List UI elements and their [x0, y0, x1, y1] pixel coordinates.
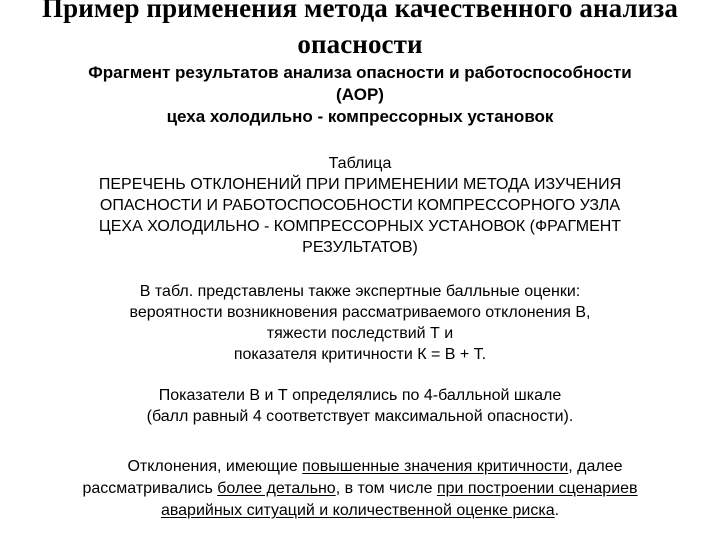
paragraph-line: показателя критичности К = В + Т. [233, 346, 487, 363]
underlined-text: более детально [217, 480, 336, 497]
table-title-line: ПЕРЕЧЕНЬ ОТКЛОНЕНИЙ ПРИ ПРИМЕНЕНИИ МЕТОДА ИЗУЧЕНИЯ [98, 176, 622, 193]
subtitle [0, 62, 720, 128]
text-run: рассматривались [82, 480, 218, 497]
paragraph-line [0, 456, 720, 478]
paragraph-line [0, 500, 720, 522]
paragraph-line: Показатели В и Т определялись по 4-балльной шкале [158, 387, 562, 404]
text-run: , в том числе [335, 480, 437, 497]
slide-title-line: опасности [297, 29, 423, 59]
paragraph-scale [0, 385, 720, 427]
text-run: . [554, 502, 560, 519]
paragraph-line: (балл равный 4 соответствует максимальной опасности). [146, 408, 574, 425]
paragraph-line: вероятности возникновения рассматриваемого отклонения В, [129, 304, 591, 321]
table-title-line: ОПАСНОСТИ И РАБОТОСПОСОБНОСТИ КОМПРЕССОРНОГО УЗЛА [99, 197, 621, 214]
table-title-line: РЕЗУЛЬТАТОВ) [302, 239, 418, 256]
paragraph-line [0, 478, 720, 500]
text-run: Отклонения, имеющие [127, 458, 303, 475]
table-title-line: ЦЕХА ХОЛОДИЛЬНО - КОМПРЕССОРНЫХ УСТАНОВОК (ФРАГМЕНТ [98, 218, 622, 235]
slide-title [0, 0, 720, 62]
subtitle-line: Фрагмент результатов анализа опасности и работоспособности [88, 63, 632, 82]
paragraph-line: тяжести последствий Т и [266, 325, 454, 342]
subtitle-line: (АОР) [336, 85, 384, 104]
subtitle-line: цеха холодильно - компрессорных установок [166, 107, 554, 126]
table-label: Таблица [328, 155, 392, 172]
paragraph-deviations [0, 456, 720, 522]
table-caption [0, 153, 720, 258]
paragraph-expert-scores [0, 281, 720, 365]
text-run: , далее [568, 458, 623, 475]
paragraph-line: В табл. представлены также экспертные балльные оценки: [139, 283, 581, 300]
underlined-text: аварийных ситуаций и количественной оценке риска [160, 502, 555, 519]
slide-title-line: Пример применения метода качественного анализа [42, 0, 678, 23]
underlined-text: повышенные значения критичности [302, 458, 569, 475]
underlined-text: при построении сценариев [436, 480, 638, 497]
